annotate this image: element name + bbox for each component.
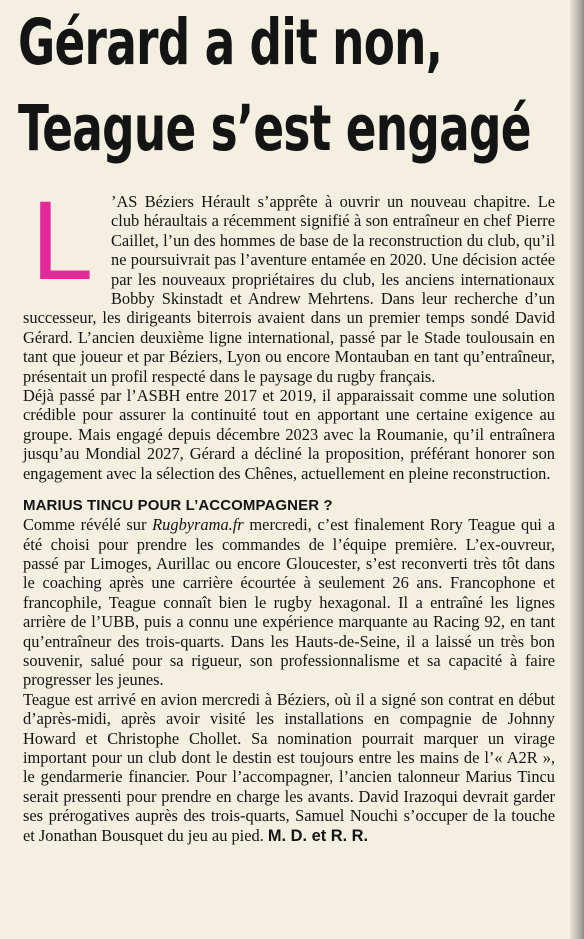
- lead-paragraph: [23, 178, 555, 386]
- paragraph-3-text: mercredi, c’est finalement Rory Teague qui a été choisi pour prendre les commandes de l’équipe première. L’ex-ouvreur, passé par Limoges, Aurillac ou encore Gloucester, s’est reconverti très tôt dans le coaching après une carrière écourtée à seulement 26 ans. Francophone et francophile, Teague connaît bien le rugby hexagonal. Il a entraîné les lignes arrière de l’UBB, puis a connu une expérience marquante au Racing 92, en tant qu’entraîneur des trois-quarts. Dans les Hauts-de-Seine, il a laissé un très bon souvenir, salué pour sa rigueur, son professionnalisme et sa capacité à faire progresser les jeunes.: [23, 515, 555, 690]
- article-body: [23, 178, 555, 846]
- headline-line-1: Gérard a dit non,: [18, 6, 443, 79]
- section-subhead: MARIUS TINCU POUR L’ACCOMPAGNER ?: [23, 497, 333, 515]
- author-signature: M. D. et R. R.: [267, 826, 369, 845]
- headline-line-2: Teague s’est engagé: [18, 92, 531, 165]
- paragraph-2: Déjà passé par l’ASBH entre 2017 et 2019, il apparaissait comme une solution crédible pour assurer la continuité tout en apportant une certaine exigence au groupe. Mais engagé depuis décembre 2023 avec la Roumanie, qu’il entraînera jusqu’au Mondial 2027, Gérard a décliné la proposition, préférant honorer son engagement avec la sélection des Chênes, actuellement en pleine reconstruction.: [23, 386, 555, 483]
- paragraph-4-text: Teague est arrivé en avion mercredi à Béziers, où il a signé son contrat en début d’après-midi, après avoir visité les installations en compagnie de Johnny Howard et Christophe Chollet. Sa nomination pourrait marquer un virage important pour un club dont le destin est toujours entre les mains de l’« A2R », le gendarmerie financier. Pour l’accompagner, l’ancien talonneur Marius Tincu serait pressenti pour prendre en charge les avants. David Irazoqui devrait garder ses prérogatives auprès des trois-quarts, Samuel Nouchi s’occuper de la touche et Jonathan Bousquet du jeu au pied.: [23, 689, 555, 845]
- paragraph-4: [23, 690, 555, 846]
- source-name: Rugbyrama.fr: [152, 515, 244, 535]
- paragraph-3: [23, 515, 555, 690]
- lead-text: ’AS Béziers Hérault s’apprête à ouvrir un nouveau chapitre. Le club héraultais a récemment signifié à son entraîneur en chef Pierre Caillet, l’un des hommes de base de la reconstruction du club, qu’il ne poursuivrait pas l’aventure entamée en 2020. Une décision actée par les nouveaux propriétaires du club, les anciens internationaux Bobby Skinstadt et Andrew Mehrtens. Dans leur recherche d’un successeur, les dirigeants biterrois avaient dans un premier temps sondé David Gérard. L’ancien deuxième ligne international, passé par le Stade toulousain en tant que joueur et par Béziers, Lyon ou encore Montauban en tant qu’entraîneur, présentait un profil respecté dans le paysage du rugby français.: [23, 192, 555, 386]
- paragraph-3-intro: Comme révélé sur: [23, 515, 153, 535]
- page-fold-shadow: [570, 0, 584, 939]
- headline: [18, 0, 531, 172]
- drop-cap: L: [31, 178, 94, 303]
